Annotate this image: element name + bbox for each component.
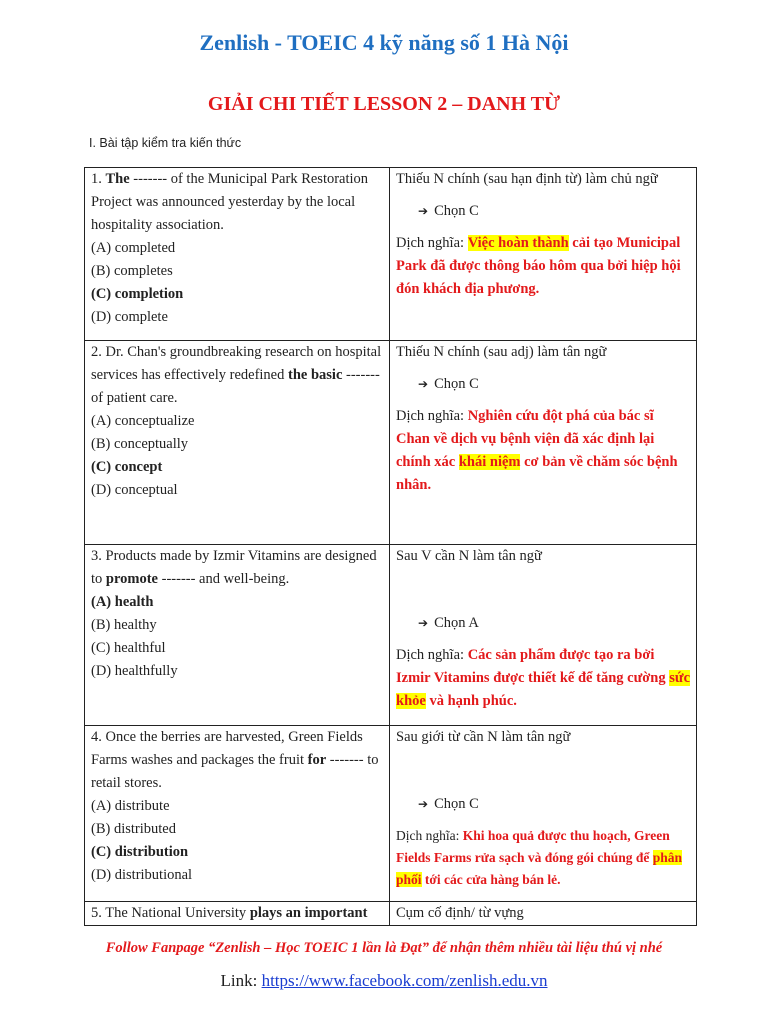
option-a: (A) distribute	[91, 798, 170, 814]
choose-line	[418, 612, 691, 635]
question-cell	[85, 726, 390, 902]
option-b: (B) healthy	[91, 617, 157, 633]
question-text: ------- of patient care.	[91, 367, 380, 406]
option-d: (D) healthfully	[91, 663, 178, 679]
question-keyword: for	[307, 752, 327, 768]
question-number: 5.	[91, 905, 106, 921]
exercise-table	[84, 167, 697, 926]
question-number: 3.	[91, 548, 106, 564]
translation-text: cơ bản về chăm sóc bệnh nhân.	[396, 454, 678, 493]
translation-text: Khi hoa quả được thu hoạch, Green Fields Farms rửa sạch và đóng gói chúng để	[396, 828, 670, 865]
answer-note: Thiếu N chính (sau adj) làm tân ngữ	[396, 344, 607, 360]
answer-note: Sau giới từ cần N làm tân ngữ	[396, 729, 571, 745]
question-keyword: The	[105, 171, 130, 187]
question-text: ------- and well-being.	[158, 571, 290, 587]
translation	[396, 232, 691, 301]
translation-text: Nghiên cứu đột phá của bác sĩ Chan về dịch vụ bệnh viện đã xác định lại chính xác	[396, 408, 655, 470]
translation-label: Dịch nghĩa:	[396, 408, 468, 424]
answer-note: Cụm cố định/ từ vựng	[396, 905, 524, 921]
question-text: ------- to retail stores.	[91, 752, 379, 791]
question-number: 4.	[91, 729, 106, 745]
translation	[396, 644, 691, 713]
answer-cell	[390, 341, 697, 545]
question-keyword: promote	[105, 571, 158, 587]
answer-letter: C	[469, 203, 479, 219]
option-c-correct: (C) completion	[91, 286, 184, 302]
question-keyword: the basic	[288, 367, 343, 383]
answer-cell	[390, 545, 697, 726]
question-text: ------- of the Municipal Park Restoration Project was announced yesterday by the local hospitality association.	[91, 171, 369, 233]
translation-highlight: phân phối	[396, 850, 683, 887]
translation-label: Dịch nghĩa:	[396, 235, 468, 251]
arrow-right-icon: ➔	[418, 377, 429, 391]
translation-text: tới các cửa hàng bán lẻ.	[421, 872, 561, 887]
translation	[396, 405, 691, 497]
table-row	[85, 341, 697, 545]
facebook-link[interactable]: https://www.facebook.com/zenlish.edu.vn	[261, 971, 548, 990]
option-d: (D) distributional	[91, 867, 193, 883]
translation-label: Dịch nghĩa:	[396, 828, 463, 843]
translation-text: Các sản phẩm được tạo ra bởi Izmir Vitamins được thiết kế để tăng cường	[396, 647, 670, 686]
option-c-correct: (C) concept	[91, 459, 163, 475]
answer-letter: A	[468, 615, 479, 631]
option-b: (B) distributed	[91, 821, 176, 837]
question-keyword: plays an important	[249, 905, 368, 921]
choose-line	[418, 200, 691, 223]
option-a: (A) conceptualize	[91, 413, 195, 429]
question-cell	[85, 545, 390, 726]
answer-letter: C	[469, 376, 479, 392]
arrow-right-icon: ➔	[418, 616, 429, 630]
footer-link-line	[0, 971, 768, 991]
option-b: (B) completes	[91, 263, 173, 279]
choose-label: Chọn	[434, 203, 466, 219]
option-c-correct: (C) distribution	[91, 844, 189, 860]
question-cell	[85, 341, 390, 545]
option-b: (B) conceptually	[91, 436, 189, 452]
lesson-title: GIẢI CHI TIẾT LESSON 2 – DANH TỪ	[207, 93, 561, 115]
footer-note: Follow Fanpage “Zenlish – Học TOEIC 1 lần là Đạt” để nhận thêm nhiều tài liệu thú vị nhé	[105, 940, 663, 956]
choose-line	[418, 373, 691, 396]
answer-cell	[390, 726, 697, 902]
question-text: Products made by Izmir Vitamins are designed to	[91, 548, 377, 587]
option-a-correct: (A) health	[91, 594, 154, 610]
translation-highlight: Việc hoàn thành	[467, 235, 569, 251]
table-row	[85, 545, 697, 726]
question-cell	[85, 902, 390, 926]
link-label: Link:	[220, 971, 262, 990]
question-text: Dr. Chan's groundbreaking research on hospital services has effectively redefined	[91, 344, 382, 383]
choose-label: Chọn	[434, 796, 466, 812]
question-text: The National University	[105, 905, 250, 921]
translation	[396, 825, 691, 891]
choose-label: Chọn	[434, 615, 466, 631]
answer-cell	[390, 168, 697, 341]
answer-letter: C	[469, 796, 479, 812]
option-c: (C) healthful	[91, 640, 166, 656]
question-number: 1.	[91, 171, 106, 187]
translation-highlight: khái niệm	[458, 454, 521, 470]
answer-cell	[390, 902, 697, 926]
arrow-right-icon: ➔	[418, 204, 429, 218]
table-row	[85, 902, 697, 926]
table-row	[85, 168, 697, 341]
answer-note: Thiếu N chính (sau hạn định từ) làm chủ ngữ	[396, 171, 658, 187]
option-d: (D) conceptual	[91, 482, 178, 498]
translation-highlight: sức khỏe	[396, 670, 691, 709]
arrow-right-icon: ➔	[418, 797, 429, 811]
translation-text: cải tạo Municipal Park đã được thông báo hôm qua bởi hiệp hội đón khách địa phương.	[396, 235, 681, 297]
translation-text: và hạnh phúc.	[425, 693, 517, 709]
table-row	[85, 726, 697, 902]
option-a: (A) completed	[91, 240, 176, 256]
question-cell	[85, 168, 390, 341]
option-d: (D) complete	[91, 309, 168, 325]
translation-label: Dịch nghĩa:	[396, 647, 468, 663]
page-title: Zenlish - TOEIC 4 kỹ năng số 1 Hà Nội	[199, 30, 569, 55]
section-heading: I. Bài tập kiểm tra kiến thức	[89, 136, 242, 150]
answer-note: Sau V cần N làm tân ngữ	[396, 548, 542, 564]
choose-line	[418, 793, 691, 816]
question-number: 2.	[91, 344, 106, 360]
choose-label: Chọn	[434, 376, 466, 392]
question-text: Once the berries are harvested, Green Fields Farms washes and packages the fruit	[91, 729, 363, 768]
